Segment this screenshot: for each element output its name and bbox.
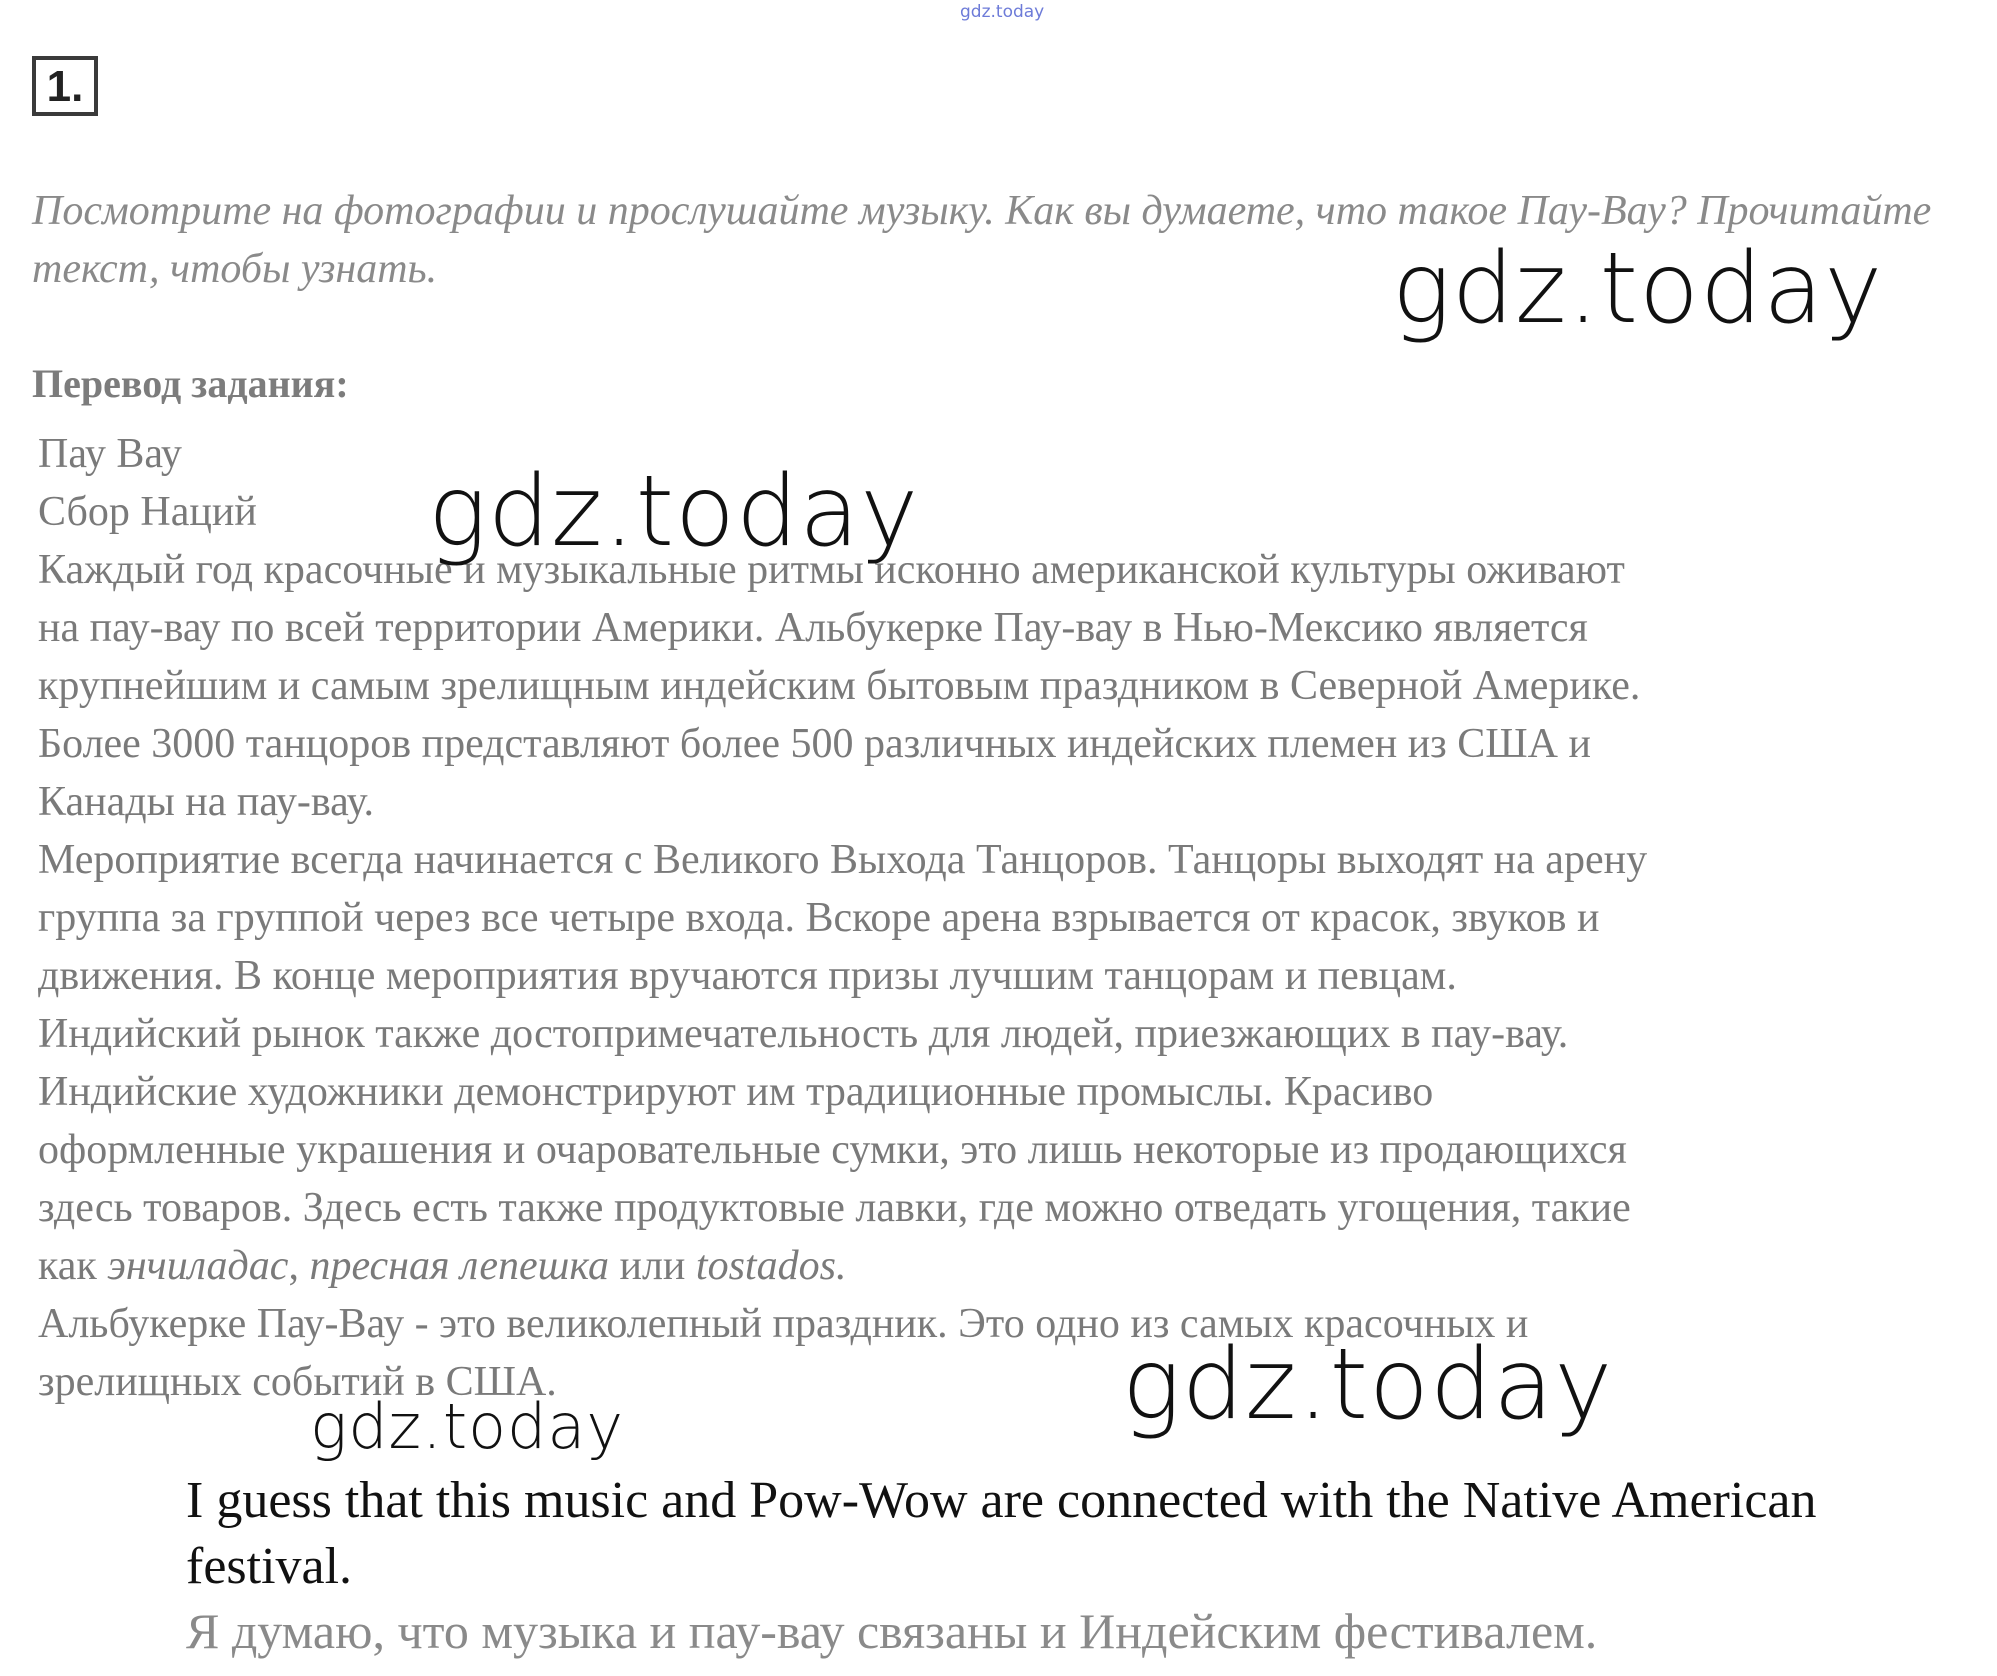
foods-or: или bbox=[608, 1243, 696, 1289]
text-line: на пау-вау по всей территории Америки. Альбукерке Пау-вау в Нью-Мексико является bbox=[38, 605, 1588, 651]
foods-prefix: как bbox=[38, 1243, 108, 1289]
text-line: крупнейшим и самым зрелищным индейским бытовым праздником в Северной Америке. bbox=[38, 663, 1641, 709]
text-line: Альбукерке Пау-Вау - это великолепный праздник. Это одно из самых красочных и bbox=[38, 1301, 1529, 1347]
watermark: gdz.today bbox=[310, 1390, 625, 1463]
food-enchiladas: энчиладас bbox=[107, 1243, 289, 1289]
text-line: Пау Вау bbox=[38, 431, 182, 477]
foods-separator: , bbox=[288, 1243, 310, 1289]
food-flatbread: пресная лепешка bbox=[309, 1243, 609, 1289]
translation-text bbox=[38, 425, 1988, 1411]
text-line: Каждый год красочные и музыкальные ритмы исконно американской культуры оживают bbox=[38, 547, 1625, 593]
watermark: gdz.today bbox=[1122, 1328, 1614, 1442]
text-line: движения. В конце мероприятия вручаются призы лучшим танцорам и певцам. bbox=[38, 953, 1457, 999]
answer-russian: Я думаю, что музыка и пау-вау связаны и Индейским фестивалем. bbox=[186, 1603, 1598, 1659]
text-line: Более 3000 танцоров представляют более 500 различных индейских племен из США и bbox=[38, 721, 1591, 767]
text-line: Канады на пау-вау. bbox=[38, 779, 374, 825]
translation-heading: Перевод задания: bbox=[32, 361, 349, 406]
text-line: Индийские художники демонстрируют им традиционные промыслы. Красиво bbox=[38, 1069, 1434, 1115]
foods-end: . bbox=[835, 1243, 847, 1289]
answer-english: I guess that this music and Pow-Wow are connected with the Native American festival. bbox=[186, 1472, 1817, 1595]
text-line: здесь товаров. Здесь есть также продуктовые лавки, где можно отведать угощения, такие bbox=[38, 1185, 1631, 1231]
text-line: Мероприятие всегда начинается с Великого Выхода Танцоров. Танцоры выходят на арену bbox=[38, 837, 1648, 883]
text-line: Индийский рынок также достопримечательность для людей, приезжающих в пау-вау. bbox=[38, 1011, 1569, 1057]
top-watermark: gdz.today bbox=[960, 2, 1045, 22]
watermark: gdz.today bbox=[1392, 232, 1884, 346]
food-tostados: tostados bbox=[695, 1243, 836, 1289]
text-line: группа за группой через все четыре входа. Вскоре арена взрывается от красок, звуков и bbox=[38, 895, 1600, 941]
watermark: gdz.today bbox=[428, 455, 920, 569]
task-number: 1. bbox=[32, 56, 98, 116]
text-line: оформленные украшения и очаровательные сумки, это лишь некоторые из продающихся bbox=[38, 1127, 1627, 1173]
text-line-foods bbox=[38, 1237, 1988, 1295]
task-instruction: Посмотрите на фотографии и прослушайте музыку. Как вы думаете, что такое Пау-Вау? Прочитайте текст, чтобы узнать. bbox=[32, 188, 1932, 292]
text-line: зрелищных событий в США. bbox=[38, 1359, 557, 1405]
text-line: Сбор Наций bbox=[38, 489, 257, 535]
